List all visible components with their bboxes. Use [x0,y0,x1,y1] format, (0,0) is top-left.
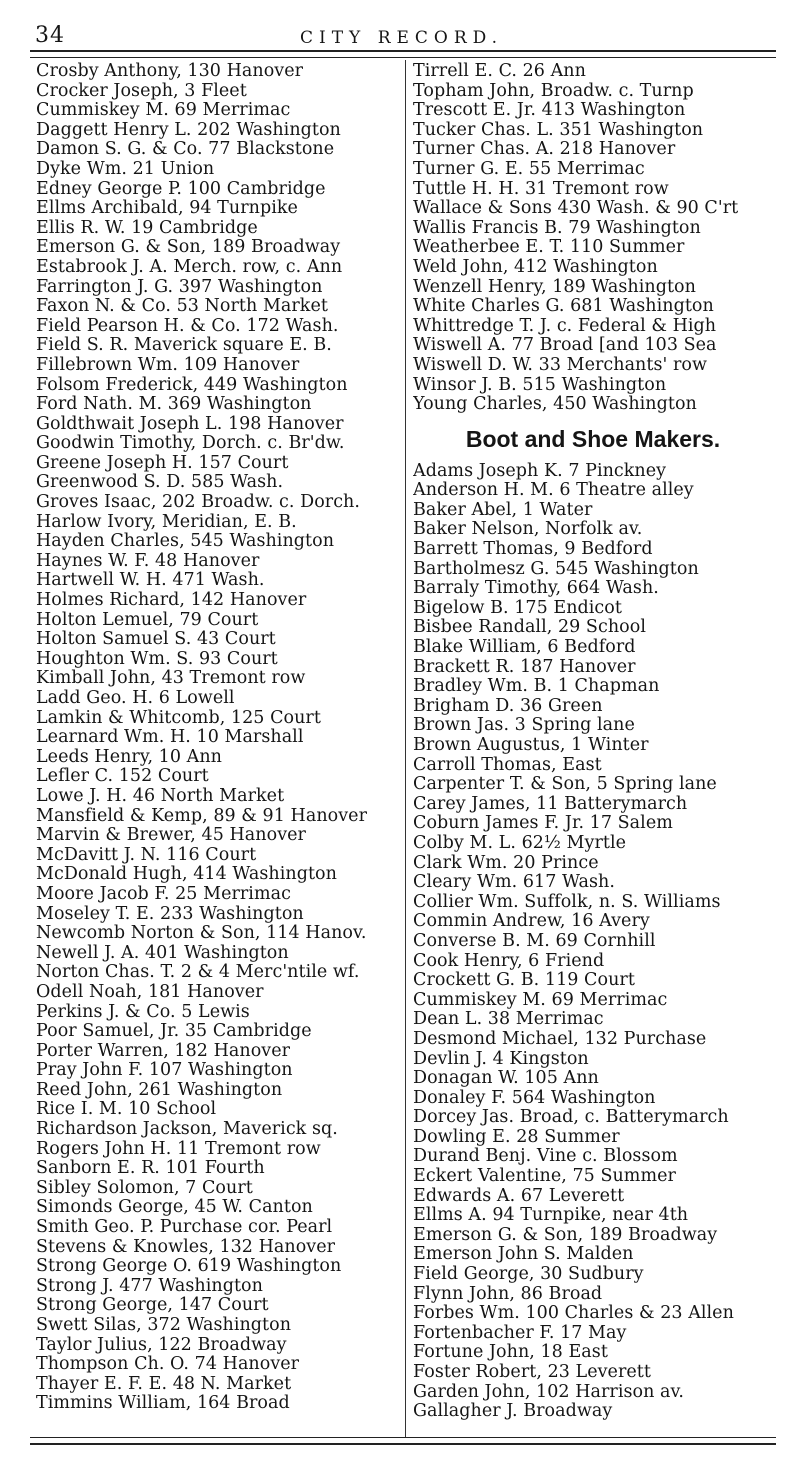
directory-entry: Winsor J. B. 515 Washington [413,375,667,395]
directory-entry: Folsom Frederick, 449 Washington [36,375,348,395]
directory-entry: Crocker Joseph, 3 Fleet [36,81,247,101]
directory-entry: Smith Geo. P. Purchase cor. Pearl [36,1218,333,1238]
directory-entry: Dean L. 38 Merrimac [413,1010,604,1030]
directory-entry: Haynes W. F. 48 Hanover [36,551,260,571]
directory-entry: Baker Abel, 1 Water [413,500,593,520]
directory-entry: Edwards A. 67 Leverett [413,1186,625,1206]
directory-entry: Wiswell A. 77 Broad [and 103 Sea [413,336,717,356]
directory-entry: Hartwell W. H. 471 Wash. [36,571,265,591]
directory-entry: Taylor Julius, 122 Broadway [36,1335,287,1355]
directory-entry: Coburn James F. Jr. 17 Salem [413,814,673,834]
directory-entry: Goodwin Timothy, Dorch. c. Br'dw. [36,434,345,454]
directory-entry: Barrett Thomas, 9 Bedford [413,540,653,560]
directory-entry: Thompson Ch. O. 74 Hanover [36,1355,300,1375]
directory-entry: McDavitt J. N. 116 Court [36,845,257,865]
directory-entry: Ellms A. 94 Turnpike, near 4th [413,1206,689,1226]
footer-rule [30,1437,776,1445]
right-column [413,62,783,1422]
directory-entry: Brown Augustus, 1 Winter [413,736,649,755]
directory-entry: Pray John F. 107 Washington [36,1061,293,1081]
directory-entry: Field Pearson H. & Co. 172 Wash. [36,316,339,336]
directory-entry: Simonds George, 45 W. Canton [36,1198,313,1218]
directory-entry: Dowling E. 28 Summer [413,1127,620,1147]
directory-entry: Moseley T. E. 233 Washington [36,904,304,924]
directory-entry: Tuttle H. H. 31 Tremont row [413,179,669,199]
directory-entry: Durand Benj. Vine c. Blossom [413,1147,678,1167]
directory-entry: Leeds Henry, 10 Ann [36,747,222,767]
directory-entry: Greenwood S. D. 585 Wash. [36,473,284,493]
directory-entry: Brown Jas. 3 Spring lane [413,716,635,736]
section-heading: Boot and Shoe Makers. [465,425,721,452]
directory-entry: Clark Wm. 20 Prince [413,853,599,873]
directory-entry: Greene Joseph H. 157 Court [36,453,289,473]
directory-entry: Eckert Valentine, 75 Summer [413,1167,676,1187]
directory-entry: Faxon N. & Co. 53 North Market [36,297,328,317]
directory-entry: Goldthwait Joseph L. 198 Hanover [36,414,344,434]
directory-entry: Richardson Jackson, Maverick sq. [36,1120,338,1140]
directory-entry: Donaley F. 564 Washington [413,1088,656,1108]
directory-entry: Ellms Archibald, 94 Turnpike [36,199,298,219]
directory-entry: Collier Wm. Suffolk, n. S. Williams [413,892,721,912]
directory-entry: Mansfield & Kemp, 89 & 91 Hanover [36,806,367,826]
directory-entry: Blake William, 6 Bedford [413,638,636,658]
directory-entry: Estabrook J. A. Merch. row, c. Ann [36,257,343,277]
directory-entry: Emerson John S. Malden [413,1245,634,1265]
directory-entry: Fortenbacher F. 17 May [413,1323,627,1343]
directory-entry: Desmond Michael, 132 Purchase [413,1029,707,1049]
directory-entry: Bradley Wm. B. 1 Chapman [413,677,660,697]
directory-entry: Strong George, 147 Court [36,1296,269,1316]
directory-entry: Hayden Charles, 545 Washington [36,532,335,552]
directory-entry: Wallis Francis B. 79 Washington [413,218,701,238]
directory-entry: Swett Silas, 372 Washington [36,1316,292,1335]
directory-entry: Ford Nath. M. 369 Washington [36,395,312,415]
directory-entry: Learnard Wm. H. 10 Marshall [36,728,304,748]
directory-entry: Holton Samuel S. 43 Court [36,630,276,650]
directory-entry: Brigham D. 36 Green [413,696,603,716]
directory-entry: Stevens & Knowles, 132 Hanover [36,1237,336,1257]
directory-entry: Bisbee Randall, 29 School [413,618,646,638]
directory-entry: Barraly Timothy, 664 Wash. [413,579,659,599]
directory-entry: Bigelow B. 175 Endicot [413,598,622,618]
directory-entry: Crockett G. B. 119 Court [413,971,635,991]
directory-entry: Sibley Solomon, 7 Court [36,1178,253,1198]
directory-entry: Foster Robert, 23 Leverett [413,1363,651,1382]
directory-entry: Edney George P. 100 Cambridge [36,179,326,199]
directory-entry: Strong J. 477 Washington [36,1276,263,1296]
directory-entry: Anderson H. M. 6 Theatre alley [413,481,694,501]
directory-entry: Perkins J. & Co. 5 Lewis [36,1002,250,1022]
directory-entry: Rice I. M. 10 School [36,1100,217,1120]
directory-entry: Weatherbee E. T. 110 Summer [413,238,685,258]
directory-entry: Cook Henry, 6 Friend [413,951,605,971]
directory-entry: Crosby Anthony, 130 Hanover [36,62,304,81]
directory-entry: Gallagher J. Broadway [413,1402,613,1422]
directory-entry: Lefler C. 152 Court [36,767,209,787]
directory-entry: Poor Samuel, Jr. 35 Cambridge [36,1022,312,1042]
directory-entry: Field George, 30 Sudbury [413,1265,644,1285]
directory-entry: Forbes Wm. 100 Charles & 23 Allen [413,1304,734,1324]
header-rule [30,50,776,58]
directory-entry: Dyke Wm. 21 Union [36,159,215,179]
directory-entry: Damon S. G. & Co. 77 Blackstone [36,140,335,160]
directory-entry: Cummiskey M. 69 Merrimac [413,990,668,1010]
directory-entry: Norton Chas. T. 2 & 4 Merc'ntile wf. [36,963,360,983]
left-column [36,62,400,1414]
directory-entry: Colby M. L. 62½ Myrtle [413,833,627,853]
directory-entry: Converse B. M. 69 Cornhill [413,931,656,951]
directory-entry: Tucker Chas. L. 351 Washington [413,120,704,140]
directory-entry: Thayer E. F. E. 48 N. Market [36,1374,292,1394]
directory-entry: Odell Noah, 181 Hanover [36,982,264,1002]
directory-entry: Turner G. E. 55 Merrimac [413,159,645,179]
directory-entry: Garden John, 102 Harrison av. [413,1382,684,1402]
directory-entry: Carpenter T. & Son, 5 Spring lane [413,775,717,795]
right-column-bottom-entries [413,462,783,1422]
directory-entry: Young Charles, 450 Washington [413,395,697,415]
directory-entry: Fillebrown Wm. 109 Hanover [36,355,300,375]
right-column-top-entries [413,62,783,415]
directory-entry: Adams Joseph K. 7 Pinckney [413,461,667,481]
directory-entry: Cummiskey M. 69 Merrimac [36,101,291,121]
directory-entry: Carey James, 11 Batterymarch [413,794,688,814]
running-head: CITY RECORD. [300,28,504,48]
directory-entry: Timmins William, 164 Broad [36,1394,290,1414]
directory-entry: Holmes Richard, 142 Hanover [36,591,307,611]
directory-entry: Wallace & Sons 430 Wash. & 90 C'rt [413,199,739,219]
directory-entry: Daggett Henry L. 202 Washington [36,120,341,140]
directory-entry: Kimball John, 43 Tremont row [36,669,306,689]
directory-entry: Wiswell D. W. 33 Merchants' row [413,355,707,375]
directory-entry: Field S. R. Maverick square E. B. [36,336,332,356]
directory-entry: Tirrell E. C. 26 Ann [413,62,586,81]
page-number: 34 [35,23,65,48]
directory-entry: Strong George O. 619 Washington [36,1257,342,1277]
directory-entry: Devlin J. 4 Kingston [413,1049,589,1069]
directory-entry: Topham John, Broadw. c. Turnp [413,81,694,101]
directory-entry: White Charles G. 681 Washington [413,297,714,317]
directory-entry: Houghton Wm. S. 93 Court [36,649,278,669]
directory-entry: Weld John, 412 Washington [413,257,658,277]
directory-entry: Whittredge T. J. c. Federal & High [413,316,717,336]
directory-entry: Rogers John H. 11 Tremont row [36,1139,321,1159]
directory-entry: Baker Nelson, Norfolk av. [413,520,643,540]
directory-entry: Wenzell Henry, 189 Washington [413,277,696,297]
directory-entry: Farrington J. G. 397 Washington [36,277,323,297]
directory-entry: Turner Chas. A. 218 Hanover [413,140,676,160]
directory-entry: Emerson G. & Son, 189 Broadway [36,238,341,258]
directory-entry: Commin Andrew, 16 Avery [413,912,650,932]
directory-entry: Brackett R. 187 Hanover [413,657,636,677]
directory-entry: Lamkin & Whitcomb, 125 Court [36,708,321,728]
column-divider [405,60,406,1438]
directory-entry: Lowe J. H. 46 North Market [36,786,285,806]
directory-entry: Donagan W. 105 Ann [413,1069,599,1089]
directory-entry: Groves Isaac, 202 Broadw. c. Dorch. [36,493,360,513]
directory-entry: Ladd Geo. H. 6 Lowell [36,689,235,708]
directory-entry: Holton Lemuel, 79 Court [36,610,259,630]
directory-entry: Sanborn E. R. 101 Fourth [36,1159,265,1179]
directory-entry: Porter Warren, 182 Hanover [36,1041,291,1061]
directory-entry: Newell J. A. 401 Washington [36,943,289,963]
directory-entry: Flynn John, 86 Broad [413,1284,603,1304]
directory-entry: Dorcey Jas. Broad, c. Batterymarch [413,1108,729,1128]
directory-entry: Cleary Wm. 617 Wash. [413,873,615,893]
directory-entry: Trescott E. Jr. 413 Washington [413,101,686,121]
directory-entry: Marvin & Brewer, 45 Hanover [36,826,306,846]
directory-entry: McDonald Hugh, 414 Washington [36,865,337,885]
directory-entry: Harlow Ivory, Meridian, E. B. [36,512,297,532]
directory-entry: Fortune John, 18 East [413,1343,608,1363]
directory-entry: Carroll Thomas, East [413,755,602,775]
directory-entry: Moore Jacob F. 25 Merrimac [36,884,291,904]
directory-entry: Bartholmesz G. 545 Washington [413,559,699,579]
directory-entry: Reed John, 261 Washington [36,1080,283,1100]
directory-entry: Ellis R. W. 19 Cambridge [36,218,258,238]
directory-entry: Newcomb Norton & Son, 114 Hanov. [36,924,367,944]
directory-entry: Emerson G. & Son, 189 Broadway [413,1225,718,1245]
